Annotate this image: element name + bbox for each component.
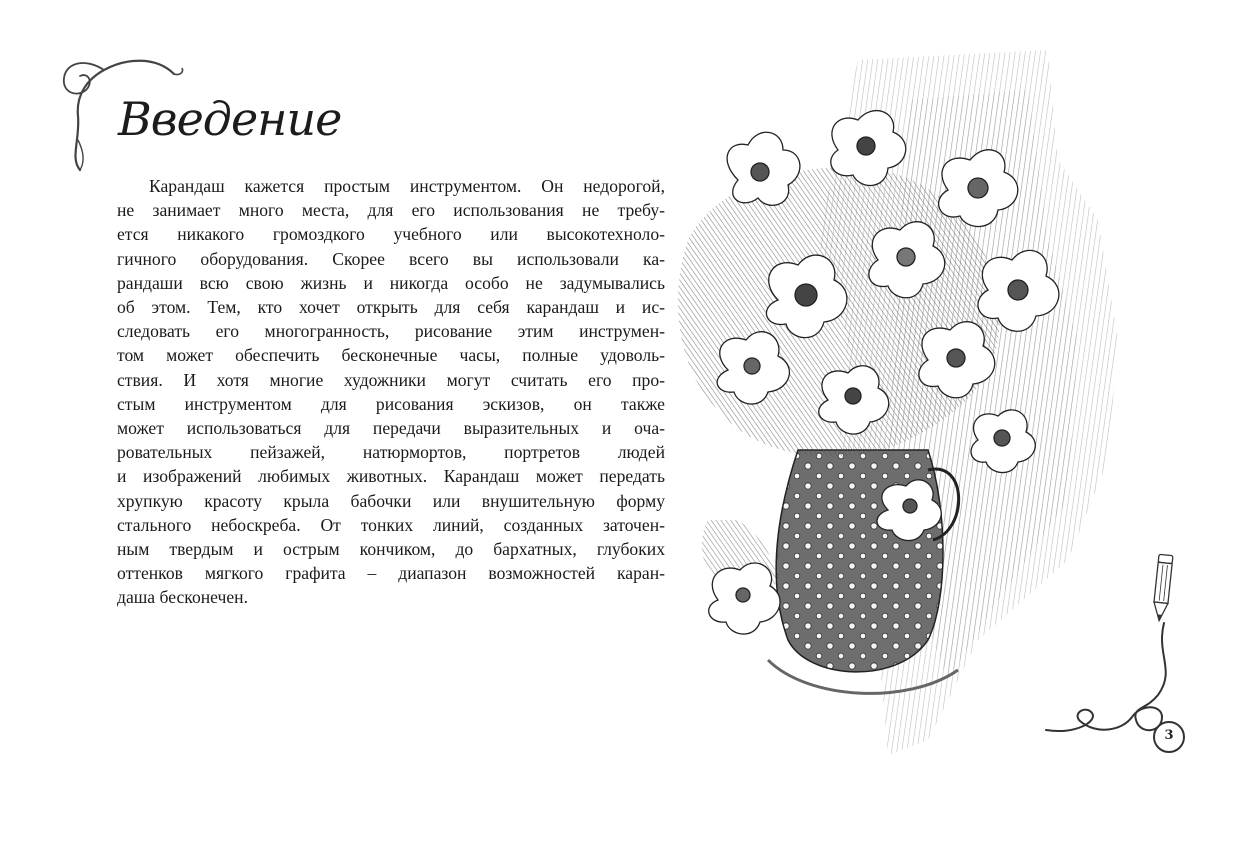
text-line: ствия. И хотя многие художники могут считать его про-	[117, 369, 665, 390]
text-line: хрупкую красоту крыла бабочки или внушительную форму	[117, 490, 665, 511]
text-line: рандаши всю свою жизнь и никогда особо не задумывались	[117, 272, 665, 293]
text-line: может использоваться для передачи выразительных и оча-	[117, 418, 665, 439]
text-line: об этом. Тем, кто хочет открыть для себя карандаш и ис-	[117, 297, 665, 318]
text-line: Карандаш кажется простым инструментом. Он недорогой,	[149, 176, 665, 196]
text-line: ровательных пейзажей, натюрмортов, портретов людей	[117, 442, 665, 463]
text-line: том может обеспечить бесконечные часы, полные удоволь-	[117, 345, 665, 366]
page-title: Введение	[118, 92, 342, 146]
text-line: и изображений любимых животных. Карандаш может передать	[117, 466, 665, 487]
intro-paragraph	[117, 174, 665, 610]
text-line: следовать его многогранность, рисование этим инструмен-	[117, 321, 665, 342]
text-line: ется никакого громоздкого учебного или высокотехноло-	[117, 224, 665, 245]
text-line: стым инструментом для рисования эскизов, он также	[117, 393, 665, 414]
page-number: 3	[1164, 728, 1174, 743]
text-line: даша бесконечен.	[117, 587, 248, 608]
text-line: гичного оборудования. Скорее всего вы использовали ка-	[117, 248, 665, 269]
text-line: ным твердым и острым кончиком, до бархатных, глубоких	[117, 539, 665, 560]
text-line: не занимает много места, для его использования не требу-	[117, 200, 665, 221]
text-line: оттенков мягкого графита – диапазон возможностей каран-	[117, 563, 665, 584]
text-line: стального небоскреба. От тонких линий, созданных заточен-	[117, 514, 665, 535]
